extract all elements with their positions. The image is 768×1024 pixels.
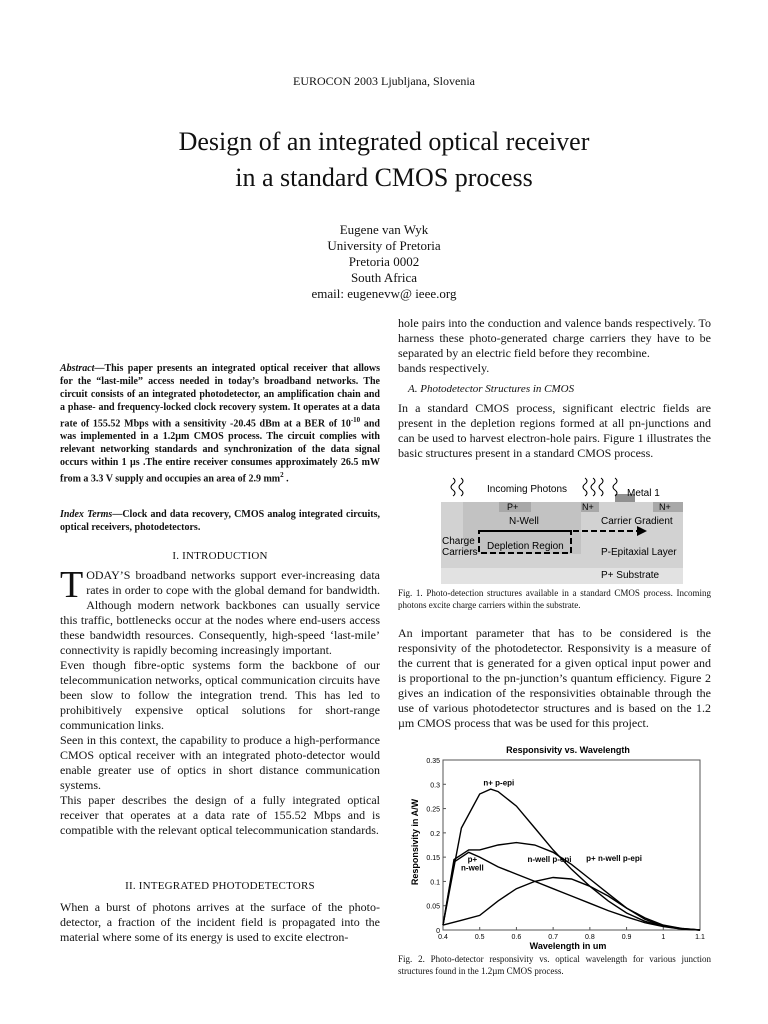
intro-paragraph-3: Seen in this context, the capability to produce a high-performance CMOS optical receiver with an integrated photo-detector would enable greater use of optics in short distance communication systems. bbox=[60, 733, 380, 792]
series-label-5: p+ n-well p-epi bbox=[586, 854, 642, 864]
p-epi-label: P-Epitaxial Layer bbox=[601, 547, 677, 558]
paper-title bbox=[0, 124, 768, 196]
chart-series-labels bbox=[461, 779, 642, 873]
subsection-a-heading: A. Photodetector Structures in CMOS bbox=[408, 383, 575, 395]
metal-1-label: Metal 1 bbox=[627, 488, 660, 499]
y-tick-label: 0.25 bbox=[426, 806, 440, 814]
section-2-heading: II. INTEGRATED PHOTODETECTORS bbox=[125, 880, 315, 892]
title-line-1: Design of an integrated optical receiver bbox=[178, 127, 590, 156]
responsivity-chart bbox=[408, 742, 708, 952]
author-block bbox=[0, 222, 768, 302]
right-paragraph-0-text: hole pairs into the conduction and valence bands respectively. To harness these photo-generated charge carriers they have to be separated by an electric field before they recombine. bbox=[398, 316, 711, 360]
series-line-3 bbox=[443, 878, 700, 931]
x-tick-label: 0.4 bbox=[438, 934, 448, 941]
author-email: email: eugenevw@ ieee.org bbox=[311, 286, 457, 301]
abstract-text: —This paper presents an integrated optical receiver that allows for the “last-mile” access needed in today’s broadband networks. The circuit consists of an integrated photodetector, an amplification chain and a phase- and frequency-locked clock recovery system. It operates at a data rate of 155.52 Mbps with a sensitivity -20.45 dBm at a BER of 10 bbox=[60, 363, 380, 430]
author-city: Pretoria 0002 bbox=[348, 254, 420, 269]
x-tick-label: 1 bbox=[661, 934, 666, 941]
charge-label: Charge bbox=[442, 536, 475, 547]
drop-cap: T bbox=[60, 564, 84, 606]
right-paragraph-0-tail: bands respectively. bbox=[398, 361, 490, 375]
section-1-heading: I. INTRODUCTION bbox=[172, 550, 268, 562]
y-tick-label: 0.35 bbox=[426, 758, 440, 765]
right-paragraph-1: In a standard CMOS process, significant electric fields are present in the depletion regions formed at all pn-junctions and can be used to harvest electron-hole pairs. Figure 1 illustrates the basic structures present in a standard CMOS process. bbox=[398, 401, 711, 460]
series-label-1: n+ p-epi bbox=[483, 778, 515, 788]
abstract bbox=[60, 362, 380, 486]
chart-y-axis-label: Responsivity in A/W bbox=[410, 798, 420, 886]
author-name: Eugene van Wyk bbox=[339, 222, 429, 237]
carriers-label: Carriers bbox=[442, 547, 478, 558]
y-tick-label: 0.3 bbox=[430, 782, 440, 790]
area-exponent: 2 bbox=[280, 471, 284, 480]
depletion-region-label: Depletion Region bbox=[487, 541, 564, 552]
chart-lines bbox=[443, 789, 700, 930]
intro-paragraph-2: Even though fibre-optic systems form the backbone of our telecommunication networks, optical communication circuits have been slow to follow the integration trend. This has led to prohibitively expensive optical solutions for short-range communication links. bbox=[60, 658, 380, 732]
series-line-4 bbox=[443, 843, 700, 930]
author-affiliation: University of Pretoria bbox=[327, 238, 441, 253]
series-label-3: n-well bbox=[461, 863, 484, 873]
n-well-label: N-Well bbox=[509, 516, 539, 527]
x-tick-label: 1.1 bbox=[695, 934, 705, 941]
n-plus-label-1: N+ bbox=[582, 502, 594, 512]
chart-title: Responsivity vs. Wavelength bbox=[506, 745, 630, 755]
conference-header: EUROCON 2003 Ljubljana, Slovenia bbox=[293, 74, 475, 88]
series-label-4: n-well p-epi bbox=[527, 855, 572, 864]
series-line-1 bbox=[443, 789, 700, 930]
p-substrate-label: P+ Substrate bbox=[601, 570, 660, 581]
intro-paragraph-1: ODAY’S broadband networks support ever-increasing data rates in order to cope with the global demand for bandwidth. Although modern network backbones can usually service this traffic, bottlenecks occur at the nodes where end-users access these bandwidth resources. Consequently, high-speed ‘last-mile’ connectivity is rapidly becoming increasingly important. bbox=[60, 568, 380, 657]
abstract-label: Abstract bbox=[60, 363, 95, 374]
figure-2 bbox=[408, 742, 708, 952]
section-1-body bbox=[60, 564, 380, 838]
author-country: South Africa bbox=[350, 270, 418, 285]
abstract-text-3: . bbox=[283, 473, 289, 485]
x-tick-label: 0.8 bbox=[584, 934, 595, 941]
index-terms bbox=[60, 508, 380, 534]
intro-paragraph-4: This paper describes the design of a fully integrated optical receiver that operates at a data rate of 155.52 Mbps and is compatible with the relevant optical telecommunication standards. bbox=[60, 793, 380, 837]
p-plus-label: P+ bbox=[507, 502, 519, 512]
x-tick-label: 0.6 bbox=[511, 934, 522, 941]
incoming-photons-label: Incoming Photons bbox=[487, 484, 568, 495]
right-paragraph-2: An important parameter that has to be considered is the responsivity of the photodetector. Responsivity is a measure of the current that is generated for a given optical input power and is proportional to the pn-junction’s quantum efficiency. Figure 2 gives an indication of the responsivities obtainable through the use of various photodetector structures and is based on the 1.2 µm CMOS process that was be used for this project. bbox=[398, 626, 711, 730]
x-tick-label: 0.7 bbox=[548, 934, 559, 941]
y-tick-label: 0.05 bbox=[426, 903, 440, 911]
y-tick-label: 0 bbox=[436, 928, 440, 935]
abstract-text-2: and was implemented in a 1.2µm CMOS process. The circuit complies with relevant networking standards and synchronization of the data signal occurs within 1 µs .The entire receiver consumes approximately 26.5 mW from a 3.3 V supply and occupies an area of 2.9 mm bbox=[60, 418, 380, 485]
figure-1-diagram bbox=[441, 474, 683, 584]
figure-1-caption: Fig. 1. Photo-detection structures available in a standard CMOS process. Incoming photons excite charge carriers within the substrate. bbox=[398, 588, 711, 610]
section-2-paragraph: When a burst of photons arrives at the surface of the photo-detector, a fraction of the incident field is propagated into the material where some of its energy is used to excite electron- bbox=[60, 900, 380, 944]
index-terms-label: Index Terms bbox=[60, 509, 113, 520]
y-tick-label: 0.2 bbox=[430, 830, 440, 838]
ber-exponent: -10 bbox=[350, 416, 361, 424]
index-terms-text: —Clock and data recovery, CMOS analog integrated circuits, optical receivers, photodetectors. bbox=[60, 509, 380, 533]
right-paragraph-0 bbox=[398, 316, 711, 376]
y-tick-label: 0.1 bbox=[430, 879, 440, 887]
x-tick-label: 0.5 bbox=[474, 934, 485, 941]
x-tick-label: 0.9 bbox=[621, 934, 632, 941]
n-plus-label-2: N+ bbox=[659, 502, 671, 512]
y-tick-label: 0.15 bbox=[426, 855, 440, 863]
carrier-gradient-label: Carrier Gradient bbox=[601, 516, 673, 527]
chart-frame bbox=[443, 760, 700, 930]
title-line-2: in a standard CMOS process bbox=[235, 163, 533, 192]
figure-2-caption: Fig. 2. Photo-detector responsivity vs. optical wavelength for various junction structures found in the 1.2µm CMOS process. bbox=[398, 954, 711, 976]
chart-x-axis-label: Wavelength in um bbox=[529, 941, 607, 951]
figure-1 bbox=[441, 474, 683, 584]
series-label-2: p+ bbox=[467, 855, 478, 864]
